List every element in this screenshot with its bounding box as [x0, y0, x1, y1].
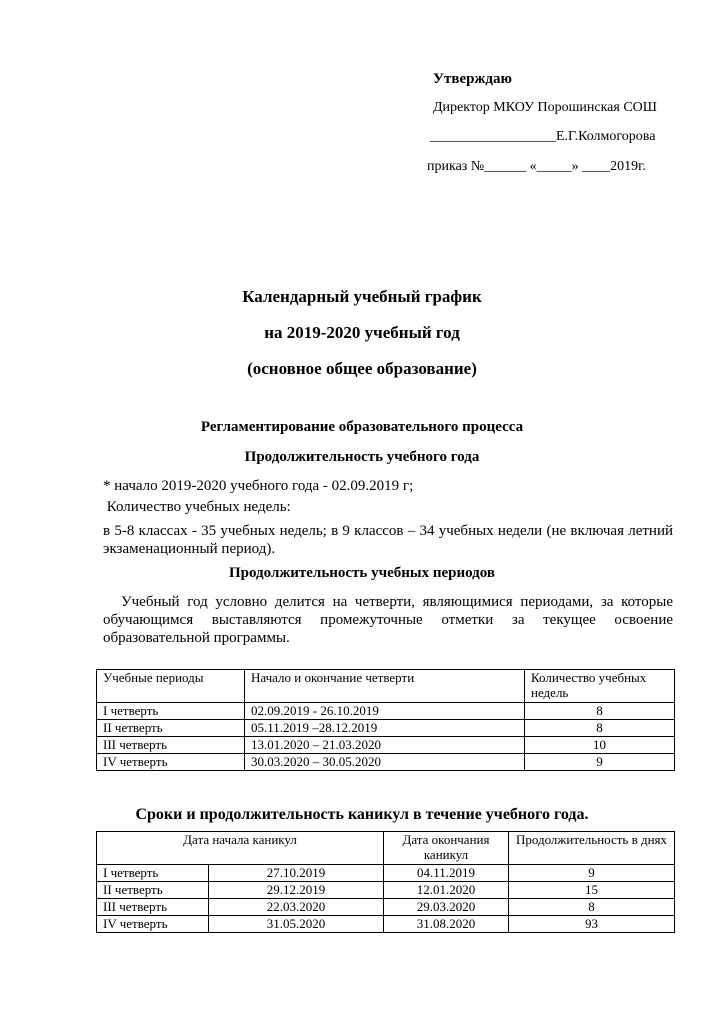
approval-order: приказ №______ «_____» ____2019г.	[427, 159, 646, 174]
table-row	[97, 720, 675, 737]
school-year-start: * начало 2019-2020 учебного года - 02.09.2019 г;	[103, 478, 414, 494]
approval-signature: __________________Е.Г.Колмогорова	[430, 129, 656, 144]
section1-title: Регламентирование образовательного процесса	[200, 419, 524, 435]
heading-line1: Календарный учебный график	[242, 287, 482, 306]
holiday-start: 31.05.2020	[209, 916, 384, 933]
period-weeks: 8	[525, 720, 675, 737]
periods-table	[96, 669, 675, 771]
section1-subtitle: Продолжительность учебного года	[244, 449, 480, 465]
holiday-end: 29.03.2020	[384, 899, 509, 916]
holiday-period: I четверть	[97, 865, 209, 882]
holidays-table	[96, 831, 675, 933]
heading-line3: (основное общее образование)	[247, 359, 477, 378]
section2-title: Продолжительность учебных периодов	[228, 565, 495, 581]
holiday-days: 93	[509, 916, 675, 933]
periods-text: Учебный год условно делится на четверти, являющимися периодами, за которые обучающимся выставляются промежуточные отметки за текущее освоение образовательной программы.	[103, 594, 673, 646]
holiday-period: II четверть	[97, 882, 209, 899]
weeks-label: Количество учебных недель:	[103, 499, 291, 515]
table-row	[97, 703, 675, 720]
approval-title: Утверждаю	[433, 71, 512, 87]
holiday-period: IV четверть	[97, 916, 209, 933]
header-holiday-days: Продолжительность в днях	[509, 832, 675, 865]
period-dates: 30.03.2020 – 30.05.2020	[245, 754, 525, 771]
period-weeks: 10	[525, 737, 675, 754]
header-dates: Начало и окончание четверти	[245, 670, 525, 703]
table-row	[97, 882, 675, 899]
table-row	[97, 916, 675, 933]
weeks-text: в 5-8 классах - 35 учебных недель; в 9 классов – 34 учебных недели (не включая летний экзаменационный период).	[103, 523, 673, 557]
holiday-days: 9	[509, 865, 675, 882]
period-weeks: 9	[525, 754, 675, 771]
holiday-days: 8	[509, 899, 675, 916]
holiday-end: 12.01.2020	[384, 882, 509, 899]
holiday-start: 22.03.2020	[209, 899, 384, 916]
period-weeks: 8	[525, 703, 675, 720]
table-row	[97, 899, 675, 916]
header-weeks: Количество учебных недель	[525, 670, 675, 703]
heading-line2: на 2019-2020 учебный год	[264, 323, 460, 342]
period-name: I четверть	[97, 703, 245, 720]
table-row	[97, 754, 675, 771]
approval-director: Директор МКОУ Порошинская СОШ	[433, 100, 657, 115]
header-periods: Учебные периоды	[97, 670, 245, 703]
holiday-days: 15	[509, 882, 675, 899]
table-header-row	[97, 832, 675, 865]
table-row	[97, 865, 675, 882]
period-name: IV четверть	[97, 754, 245, 771]
period-name: II четверть	[97, 720, 245, 737]
period-dates: 02.09.2019 - 26.10.2019	[245, 703, 525, 720]
period-name: III четверть	[97, 737, 245, 754]
period-dates: 13.01.2020 – 21.03.2020	[245, 737, 525, 754]
holiday-end: 31.08.2020	[384, 916, 509, 933]
table-header-row	[97, 670, 675, 703]
table-row	[97, 737, 675, 754]
holiday-start: 27.10.2019	[209, 865, 384, 882]
holiday-period: III четверть	[97, 899, 209, 916]
holidays-title: Сроки и продолжительность каникул в течение учебного года.	[135, 806, 589, 823]
holiday-end: 04.11.2019	[384, 865, 509, 882]
header-holiday-start: Дата начала каникул	[97, 832, 384, 865]
period-dates: 05.11.2019 –28.12.2019	[245, 720, 525, 737]
header-holiday-end: Дата окончания каникул	[384, 832, 509, 865]
holiday-start: 29.12.2019	[209, 882, 384, 899]
